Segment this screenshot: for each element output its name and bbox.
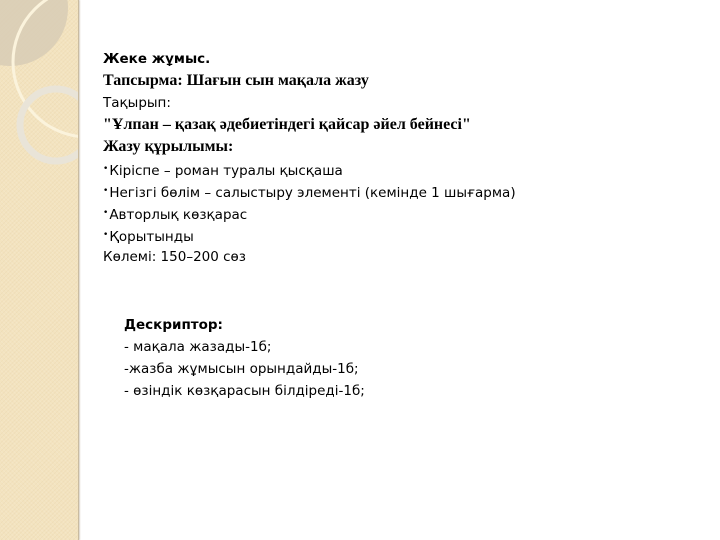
descriptor-item: -жазба жұмысын орындайды-1б; [124, 361, 359, 377]
assignment-block [103, 48, 703, 268]
descriptor-heading: Дескриптор: [124, 317, 223, 333]
structure-item-text: Авторлық көзқарас [109, 207, 248, 223]
structure-item [103, 224, 703, 246]
descriptor-item: - өзіндік көзқарасын білдіреді-1б; [124, 383, 365, 399]
structure-item-text: Қорытынды [109, 229, 194, 245]
bullet-icon: • [103, 164, 109, 174]
structure-label: Жазу құрылымы: [103, 138, 234, 155]
structure-item [103, 180, 703, 202]
bullet-icon: • [103, 186, 109, 196]
bullet-icon: • [103, 208, 109, 218]
structure-item [103, 158, 703, 180]
bullet-icon: • [103, 230, 109, 240]
decorative-side-panel [0, 0, 78, 540]
topic-label: Тақырып: [103, 95, 171, 111]
descriptor-block [124, 314, 365, 402]
structure-item [103, 202, 703, 224]
volume-text: Көлемі: 150–200 сөз [103, 249, 246, 265]
assignment-heading: Жеке жұмыс. [103, 51, 211, 67]
task-title: Тапсырма: Шағын сын мақала жазу [103, 72, 369, 89]
topic-title: "Ұлпан – қазақ әдебиетіндегі қайсар әйел бейнесі" [103, 116, 471, 133]
decorative-circles-graphic [0, 0, 78, 540]
structure-item-text: Кіріспе – роман туралы қысқаша [109, 163, 343, 179]
descriptor-item: - мақала жазады-1б; [124, 339, 272, 355]
structure-item-text: Негізгі бөлім – салыстыру элементі (кемінде 1 шығарма) [109, 185, 516, 201]
